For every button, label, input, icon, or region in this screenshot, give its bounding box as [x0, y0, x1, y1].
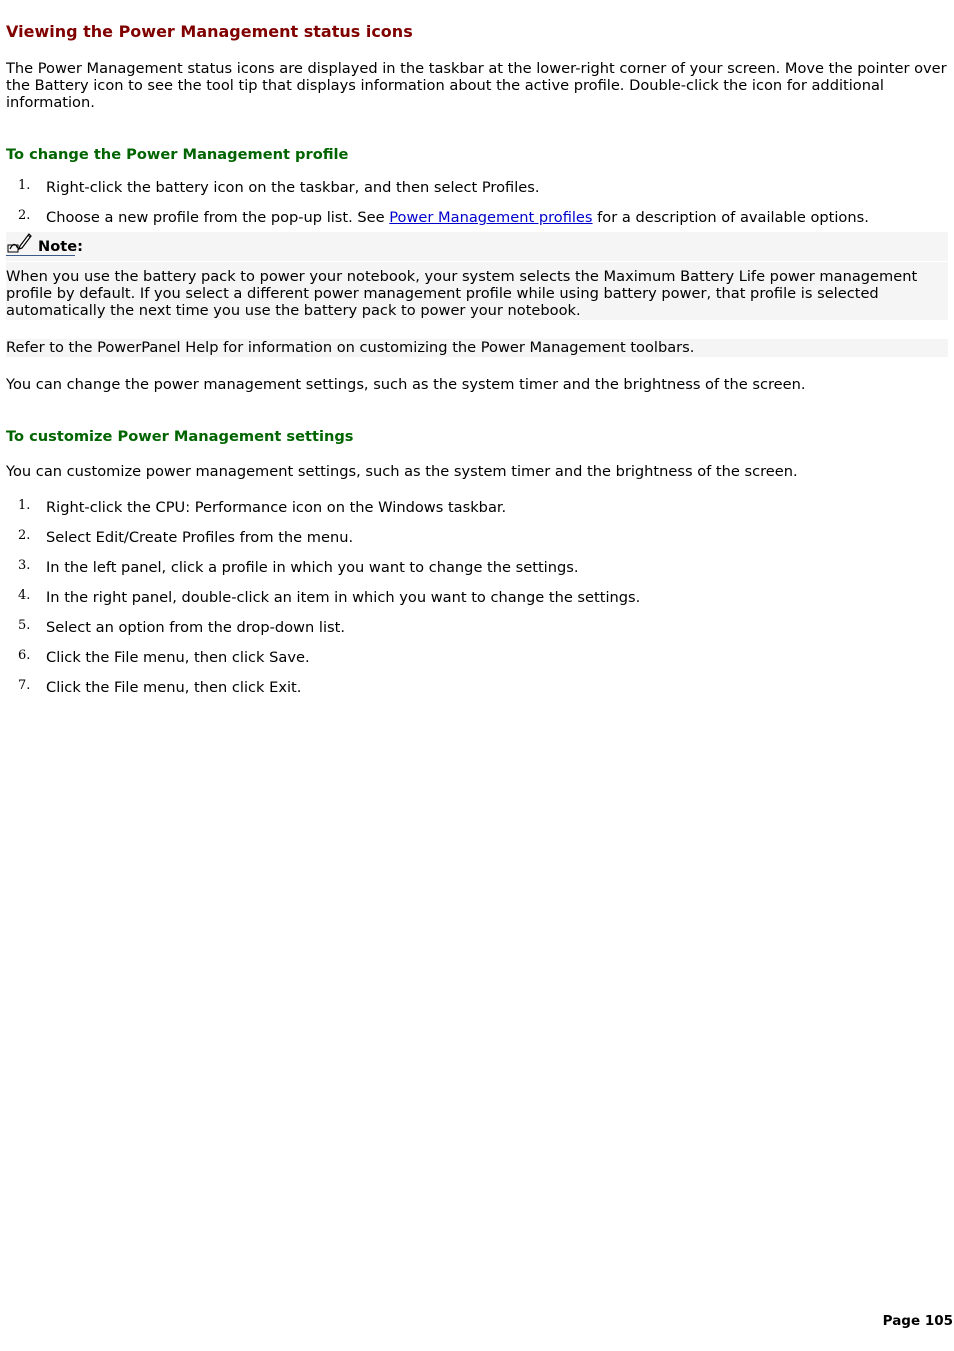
step-text-before: Choose a new profile from the pop-up list. See [46, 209, 390, 226]
step-number: 5. [18, 618, 31, 633]
step-number: 6. [18, 648, 31, 663]
step-number: 3. [18, 558, 31, 573]
step-number: 4. [18, 588, 31, 603]
step-text: Select an option from the drop-down list. [46, 619, 345, 636]
step-text: Right-click the battery icon on the taskbar, and then select Profiles. [46, 179, 540, 196]
list-item [6, 208, 948, 228]
page-number: Page 105 [882, 1313, 953, 1329]
step-text: Click the File menu, then click Exit. [46, 679, 302, 696]
step-number: 1. [18, 498, 31, 513]
list-item [6, 558, 948, 578]
section2-intro: You can customize power management settings, such as the system timer and the brightness of the screen. [6, 463, 798, 480]
step-text: In the left panel, click a profile in which you want to change the settings. [46, 559, 579, 576]
step-number: 2. [18, 208, 31, 223]
section1-heading: To change the Power Management profile [6, 146, 349, 163]
list-item [6, 618, 948, 638]
step-text: Select Edit/Create Profiles from the menu. [46, 529, 354, 546]
list-item [6, 498, 948, 518]
list-item [6, 178, 948, 198]
step-text: In the right panel, double-click an item in which you want to change the settings. [46, 589, 641, 606]
note-text: When you use the battery pack to power your notebook, your system selects the Maximum Battery Life power management profile by default. If you select a different power management profile while using battery power, that profile is selected automatically the next time you use the battery pack to power your notebook. [6, 268, 918, 319]
step-text: Click the File menu, then click Save. [46, 649, 310, 666]
note-label: Note: [38, 238, 83, 255]
list-item [6, 648, 948, 668]
note-text-2: Refer to the PowerPanel Help for information on customizing the Power Management toolbars. [6, 339, 695, 356]
page-title: Viewing the Power Management status icons [6, 22, 413, 41]
note-header [6, 232, 948, 261]
pencil-note-icon [6, 232, 32, 254]
step-text: Right-click the CPU: Performance icon on the Windows taskbar. [46, 499, 507, 516]
list-item [6, 528, 948, 548]
note-underline [6, 255, 75, 256]
power-management-profiles-link[interactable]: Power Management profiles [389, 209, 593, 226]
step-number: 2. [18, 528, 31, 543]
list-item [6, 678, 948, 698]
step-text [46, 209, 869, 226]
list-item [6, 588, 948, 608]
step-text-after: for a description of available options. [592, 209, 869, 226]
after-note-paragraph: You can change the power management settings, such as the system timer and the brightness of the screen. [6, 376, 806, 393]
step-number: 1. [18, 178, 31, 193]
intro-paragraph: The Power Management status icons are displayed in the taskbar at the lower-right corner of your screen. Move the pointer over the Battery icon to see the tool tip that displays information about the active profile. Double-click the icon for additional information. [6, 60, 947, 111]
step-number: 7. [18, 678, 31, 693]
section2-heading: To customize Power Management settings [6, 428, 354, 445]
